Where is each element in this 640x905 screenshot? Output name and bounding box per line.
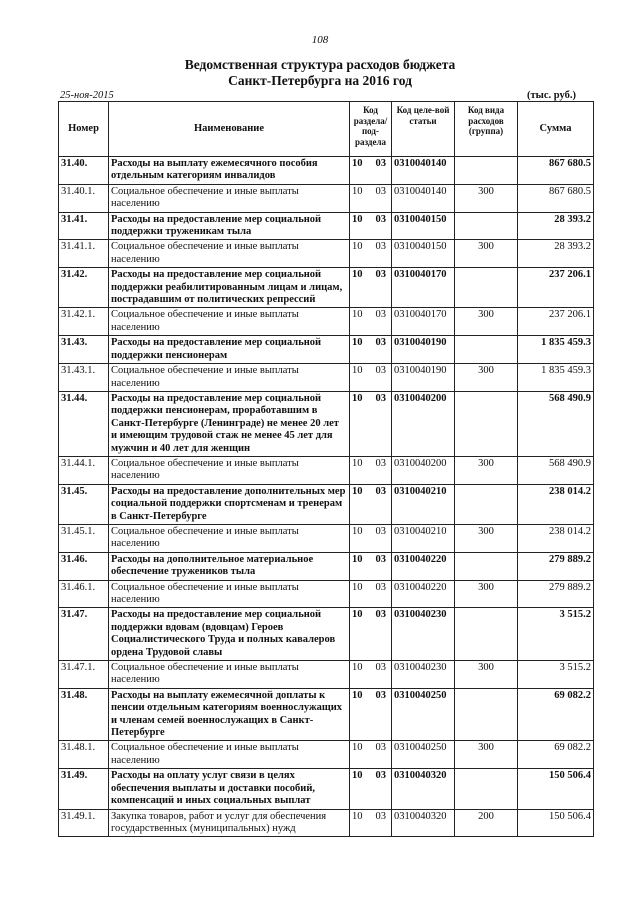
- column-header-name: Наименование: [109, 102, 350, 157]
- row-subsection: 03: [375, 269, 386, 281]
- column-header-sum: Сумма: [518, 102, 594, 157]
- row-subsection: 03: [375, 158, 386, 169]
- row-expense-type: [455, 157, 518, 185]
- row-number: 31.40.1.: [59, 184, 109, 212]
- row-name: Расходы на предоставление мер социальной поддержки вдовам (вдовцам) Героев Социалистического Труда и полных кавалеров ордена Трудовой славы: [109, 608, 350, 661]
- table-row: [59, 484, 594, 524]
- row-section: 10: [352, 392, 363, 404]
- row-section-code: [350, 184, 392, 212]
- row-subsection: 03: [375, 309, 386, 321]
- row-section: 10: [352, 662, 363, 674]
- row-name: Социальное обеспечение и иные выплаты населению: [109, 308, 350, 336]
- row-subsection: 03: [375, 609, 386, 621]
- row-number: 31.43.1.: [59, 364, 109, 392]
- row-number: 31.47.: [59, 608, 109, 661]
- row-expense-type: [455, 212, 518, 240]
- row-section-code: [350, 456, 392, 484]
- row-expense-type: [455, 336, 518, 364]
- units-label: (тыс. руб.): [527, 90, 576, 101]
- table-row: [59, 308, 594, 336]
- row-article-code: 0310040190: [392, 336, 455, 364]
- row-section: 10: [352, 213, 363, 225]
- row-name: Расходы на предоставление дополнительных мер социальной поддержки спортсменам и тренерам в Санкт-Петербурге: [109, 484, 350, 524]
- row-sum: 568 490.9: [518, 391, 594, 456]
- row-expense-type: 300: [455, 308, 518, 336]
- row-name: Расходы на выплату ежемесячного пособия отдельным категориям инвалидов: [109, 157, 350, 185]
- row-number: 31.42.1.: [59, 308, 109, 336]
- row-expense-type: 300: [455, 580, 518, 608]
- table-row: [59, 741, 594, 769]
- row-section: 10: [352, 742, 363, 754]
- row-article-code: 0310040170: [392, 268, 455, 308]
- row-expense-type: [455, 484, 518, 524]
- table-row: [59, 157, 594, 185]
- row-sum: 3 515.2: [518, 608, 594, 661]
- row-section-code: [350, 308, 392, 336]
- row-sum: 1 835 459.3: [518, 364, 594, 392]
- row-name: Закупка товаров, работ и услуг для обеспечения государственных (муниципальных) нужд: [109, 809, 350, 837]
- row-section: 10: [352, 553, 363, 565]
- table-row: [59, 688, 594, 741]
- row-section-code: [350, 524, 392, 552]
- row-section: 10: [352, 269, 363, 281]
- row-sum: 867 680.5: [518, 157, 594, 185]
- row-sum: 237 206.1: [518, 308, 594, 336]
- row-article-code: 0310040170: [392, 308, 455, 336]
- title-line-1: Ведомственная структура расходов бюджета: [184, 57, 456, 72]
- row-section-code: [350, 741, 392, 769]
- row-name: Социальное обеспечение и иные выплаты населению: [109, 184, 350, 212]
- row-subsection: 03: [375, 553, 386, 565]
- table-row: [59, 769, 594, 809]
- row-article-code: 0310040200: [392, 456, 455, 484]
- column-header-section: Код раздела/ под-раздела: [350, 102, 392, 157]
- row-section-code: [350, 212, 392, 240]
- column-header-expense-type: Код вида расходов (группа): [455, 102, 518, 157]
- table-row: [59, 524, 594, 552]
- row-article-code: 0310040220: [392, 552, 455, 580]
- row-section: 10: [352, 337, 363, 349]
- row-subsection: 03: [375, 810, 386, 822]
- row-sum: 69 082.2: [518, 688, 594, 741]
- row-subsection: 03: [375, 213, 386, 225]
- row-section: 10: [352, 158, 363, 169]
- budget-table: [58, 101, 594, 837]
- row-number: 31.46.: [59, 552, 109, 580]
- row-section-code: [350, 484, 392, 524]
- row-number: 31.45.: [59, 484, 109, 524]
- row-section-code: [350, 552, 392, 580]
- row-subsection: 03: [375, 770, 386, 782]
- row-expense-type: 300: [455, 456, 518, 484]
- row-name: Расходы на оплату услуг связи в целях обеспечения выплаты и доставки пособий, компенсаций и иных социальных выплат: [109, 769, 350, 809]
- row-name: Расходы на предоставление мер социальной поддержки труженикам тыла: [109, 212, 350, 240]
- row-expense-type: 300: [455, 524, 518, 552]
- row-section: 10: [352, 689, 363, 701]
- row-section: 10: [352, 770, 363, 782]
- row-sum: 150 506.4: [518, 769, 594, 809]
- row-number: 31.49.1.: [59, 809, 109, 837]
- table-row: [59, 240, 594, 268]
- row-expense-type: [455, 391, 518, 456]
- row-subsection: 03: [375, 689, 386, 701]
- page-title: [0, 57, 640, 89]
- row-section-code: [350, 688, 392, 741]
- row-subsection: 03: [375, 337, 386, 349]
- row-article-code: 0310040250: [392, 688, 455, 741]
- document-date: 25-ноя-2015: [60, 90, 114, 101]
- row-article-code: 0310040210: [392, 524, 455, 552]
- title-line-2: Санкт-Петербурга на 2016 год: [228, 73, 412, 88]
- table-row: [59, 336, 594, 364]
- row-name: Социальное обеспечение и иные выплаты населению: [109, 240, 350, 268]
- row-subsection: 03: [375, 662, 386, 674]
- row-sum: 238 014.2: [518, 524, 594, 552]
- row-name: Расходы на предоставление мер социальной поддержки пенсионерам: [109, 336, 350, 364]
- row-section-code: [350, 580, 392, 608]
- row-article-code: 0310040210: [392, 484, 455, 524]
- table-row: [59, 809, 594, 837]
- row-number: 31.48.: [59, 688, 109, 741]
- row-article-code: 0310040250: [392, 741, 455, 769]
- row-subsection: 03: [375, 457, 386, 469]
- row-sum: 279 889.2: [518, 580, 594, 608]
- row-expense-type: 300: [455, 184, 518, 212]
- row-expense-type: [455, 769, 518, 809]
- row-article-code: 0310040220: [392, 580, 455, 608]
- table-header-row: [59, 102, 594, 157]
- row-number: 31.42.: [59, 268, 109, 308]
- row-section-code: [350, 364, 392, 392]
- table-row: [59, 661, 594, 689]
- row-expense-type: 300: [455, 364, 518, 392]
- row-name: Расходы на выплату ежемесячной доплаты к пенсии отдельным категориям военнослужащих и членам семей военнослужащих в Санкт-Петербурге: [109, 688, 350, 741]
- table-row: [59, 608, 594, 661]
- row-expense-type: 300: [455, 741, 518, 769]
- row-section: 10: [352, 810, 363, 822]
- row-number: 31.46.1.: [59, 580, 109, 608]
- row-section-code: [350, 268, 392, 308]
- row-sum: 28 393.2: [518, 240, 594, 268]
- row-name: Социальное обеспечение и иные выплаты населению: [109, 661, 350, 689]
- row-expense-type: [455, 268, 518, 308]
- table-row: [59, 212, 594, 240]
- row-sum: 568 490.9: [518, 456, 594, 484]
- row-article-code: 0310040230: [392, 661, 455, 689]
- row-number: 31.44.1.: [59, 456, 109, 484]
- row-number: 31.44.: [59, 391, 109, 456]
- row-name: Социальное обеспечение и иные выплаты населению: [109, 580, 350, 608]
- row-section: 10: [352, 185, 363, 197]
- row-name: Социальное обеспечение и иные выплаты населению: [109, 741, 350, 769]
- row-name: Расходы на предоставление мер социальной поддержки пенсионерам, проработавшим в Санкт-Петербурге (Ленинграде) не менее 20 лет и имеющим трудовой стаж не менее 45 лет для мужчин и 40 лет для женщин: [109, 391, 350, 456]
- row-sum: 238 014.2: [518, 484, 594, 524]
- table-body: [59, 157, 594, 837]
- row-section-code: [350, 240, 392, 268]
- row-section-code: [350, 336, 392, 364]
- row-section: 10: [352, 525, 363, 537]
- row-number: 31.43.: [59, 336, 109, 364]
- table-row: [59, 184, 594, 212]
- row-article-code: 0310040140: [392, 184, 455, 212]
- row-expense-type: [455, 688, 518, 741]
- table-row: [59, 391, 594, 456]
- row-expense-type: [455, 608, 518, 661]
- row-article-code: 0310040200: [392, 391, 455, 456]
- row-section-code: [350, 391, 392, 456]
- row-subsection: 03: [375, 392, 386, 404]
- row-sum: 237 206.1: [518, 268, 594, 308]
- row-subsection: 03: [375, 241, 386, 253]
- row-article-code: 0310040320: [392, 809, 455, 837]
- table-row: [59, 364, 594, 392]
- row-section-code: [350, 157, 392, 185]
- row-number: 31.41.: [59, 212, 109, 240]
- row-name: Расходы на предоставление мер социальной поддержки реабилитированным лицам и лицам, пострадавшим от политических репрессий: [109, 268, 350, 308]
- row-number: 31.45.1.: [59, 524, 109, 552]
- column-header-number: Номер: [59, 102, 109, 157]
- row-article-code: 0310040230: [392, 608, 455, 661]
- table-row: [59, 552, 594, 580]
- table-row: [59, 456, 594, 484]
- row-section-code: [350, 661, 392, 689]
- row-number: 31.49.: [59, 769, 109, 809]
- row-article-code: 0310040140: [392, 157, 455, 185]
- row-number: 31.47.1.: [59, 661, 109, 689]
- row-expense-type: [455, 552, 518, 580]
- row-section: 10: [352, 365, 363, 377]
- table-row: [59, 580, 594, 608]
- row-section: 10: [352, 457, 363, 469]
- row-sum: 3 515.2: [518, 661, 594, 689]
- row-section-code: [350, 809, 392, 837]
- row-name: Расходы на дополнительное материальное обеспечение тружеников тыла: [109, 552, 350, 580]
- row-subsection: 03: [375, 742, 386, 754]
- row-expense-type: 300: [455, 661, 518, 689]
- row-section-code: [350, 608, 392, 661]
- row-sum: 867 680.5: [518, 184, 594, 212]
- table-row: [59, 268, 594, 308]
- row-article-code: 0310040190: [392, 364, 455, 392]
- row-subsection: 03: [375, 525, 386, 537]
- column-header-article: Код целе-вой статьи: [392, 102, 455, 157]
- row-subsection: 03: [375, 485, 386, 497]
- row-number: 31.48.1.: [59, 741, 109, 769]
- row-article-code: 0310040150: [392, 212, 455, 240]
- row-expense-type: 200: [455, 809, 518, 837]
- row-sum: 28 393.2: [518, 212, 594, 240]
- row-number: 31.41.1.: [59, 240, 109, 268]
- row-section: 10: [352, 581, 363, 593]
- row-article-code: 0310040320: [392, 769, 455, 809]
- row-section: 10: [352, 241, 363, 253]
- row-sum: 1 835 459.3: [518, 336, 594, 364]
- row-sum: 150 506.4: [518, 809, 594, 837]
- row-section: 10: [352, 609, 363, 621]
- row-name: Социальное обеспечение и иные выплаты населению: [109, 524, 350, 552]
- row-name: Социальное обеспечение и иные выплаты населению: [109, 456, 350, 484]
- page-number: 108: [311, 34, 329, 46]
- row-subsection: 03: [375, 185, 386, 197]
- row-sum: 279 889.2: [518, 552, 594, 580]
- row-subsection: 03: [375, 581, 386, 593]
- row-section: 10: [352, 485, 363, 497]
- row-section-code: [350, 769, 392, 809]
- row-subsection: 03: [375, 365, 386, 377]
- row-sum: 69 082.2: [518, 741, 594, 769]
- row-expense-type: 300: [455, 240, 518, 268]
- row-section: 10: [352, 309, 363, 321]
- row-name: Социальное обеспечение и иные выплаты населению: [109, 364, 350, 392]
- row-article-code: 0310040150: [392, 240, 455, 268]
- row-number: 31.40.: [59, 157, 109, 185]
